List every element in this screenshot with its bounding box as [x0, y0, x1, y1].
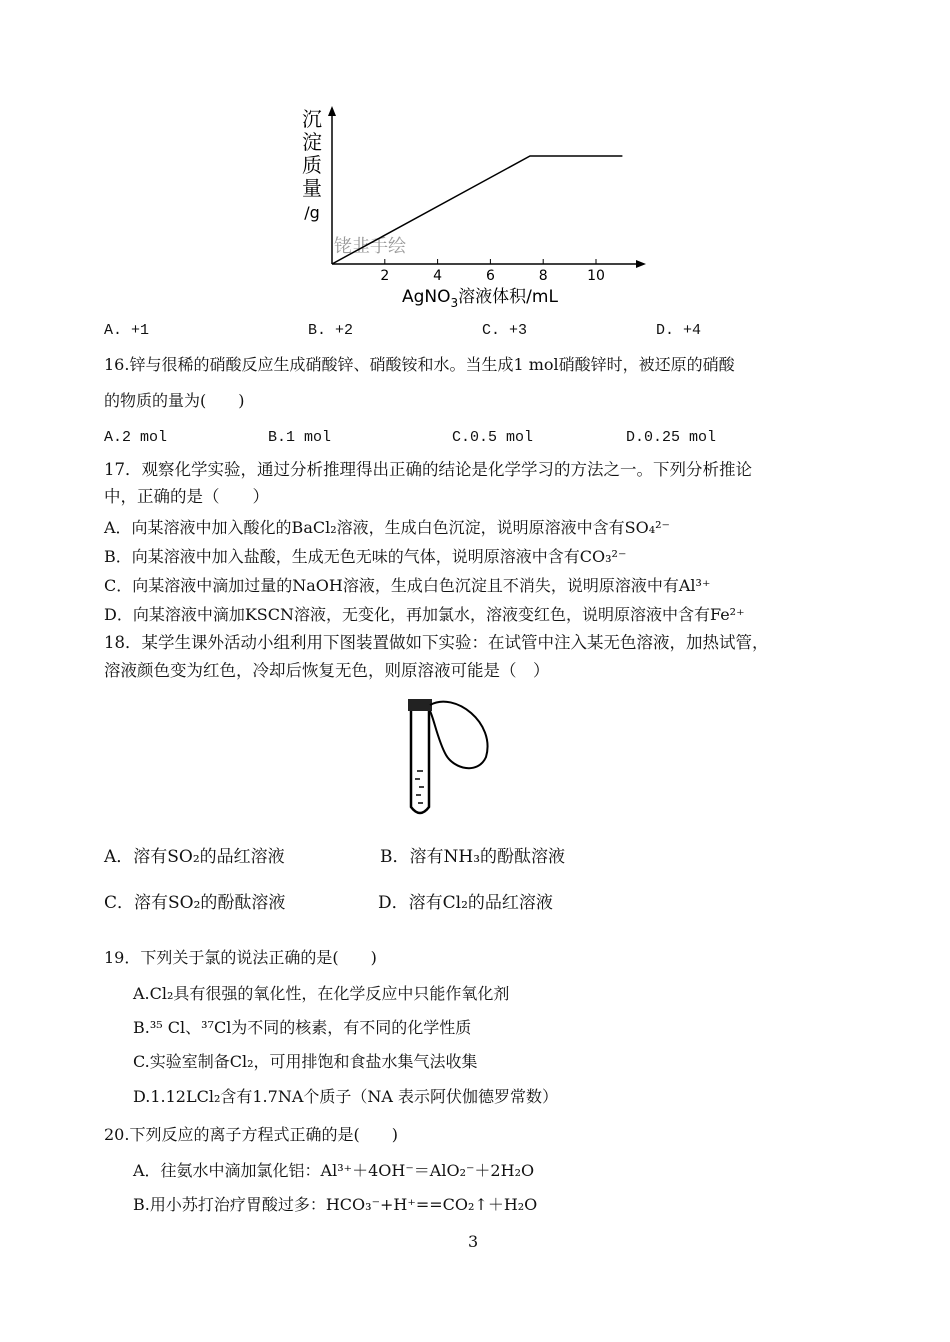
- q15-option-d: D. +4: [656, 322, 702, 339]
- x-tick-label: 6: [485, 268, 495, 284]
- q18-option-c: C．溶有SO₂的酚酞溶液: [104, 893, 286, 913]
- q19-option-a: A.Cl₂具有很强的氧化性，在化学反应中只能作氧化剂: [133, 984, 510, 1003]
- q18-stem-line2: 溶液颜色变为红色，冷却后恢复无色，则原溶液可能是（ ）: [104, 661, 550, 680]
- q16-stem-line1: 16.锌与很稀的硝酸反应生成硝酸锌、硝酸铵和水。当生成1 mol硝酸锌时，被还原的硝酸: [104, 355, 735, 374]
- y-axis-arrow: [328, 106, 336, 116]
- q20-option-a: A．往氨水中滴加氯化铝：Al³⁺＋4OH⁻＝AlO₂⁻＋2H₂O: [133, 1161, 535, 1180]
- q17-option-c: C．向某溶液中滴加过量的NaOH溶液，生成白色沉淀且不消失，说明原溶液中有Al³⁺: [104, 576, 711, 595]
- q19-option-c: C.实验室制备Cl₂，可用排饱和食盐水集气法收集: [133, 1052, 478, 1071]
- x-tick-label: 8: [538, 268, 548, 284]
- x-axis-arrow: [636, 260, 646, 268]
- y-label-char: 质: [302, 153, 322, 177]
- watermark: 铑韭手绘: [334, 236, 406, 257]
- q17-option-d: D．向某溶液中滴加KSCN溶液，无变化，再加氯水，溶液变红色，说明原溶液中含有Fe²⁺: [104, 605, 745, 624]
- y-label-char: 沉: [302, 107, 322, 131]
- q19-stem: 19．下列关于氯的说法正确的是( ): [104, 948, 377, 967]
- q19-option-b: B.³⁵ Cl、³⁷Cl为不同的核素，有不同的化学性质: [133, 1018, 472, 1037]
- y-axis-label: [302, 107, 322, 222]
- y-label-char: /g: [304, 203, 320, 222]
- page-number: 3: [468, 1232, 479, 1251]
- x-label-subscript: 3: [450, 296, 459, 310]
- q19-option-d: D.1.12LCl₂含有1.7NA个质子（NA 表示阿伏伽德罗常数）: [133, 1087, 559, 1106]
- precipitate-mass-chart: [298, 104, 658, 312]
- y-label-char: 量: [302, 176, 322, 200]
- x-tick-label: 10: [587, 268, 605, 284]
- q16-option-b: B.1 mol: [268, 429, 332, 446]
- q20-stem: 20.下列反应的离子方程式正确的是( ): [104, 1125, 398, 1144]
- x-label-part-1: AgNO: [402, 287, 451, 307]
- x-label-part-2: 溶液体积/mL: [458, 287, 558, 307]
- q18-option-b: B．溶有NH₃的酚酞溶液: [380, 847, 566, 867]
- q16-option-d: D.0.25 mol: [626, 429, 717, 446]
- y-label-char: 淀: [302, 130, 322, 154]
- q16-option-c: C.0.5 mol: [452, 429, 534, 446]
- q17-option-b: B．向某溶液中加入盐酸，生成无色无味的气体，说明原溶液中含有CO₃²⁻: [104, 547, 627, 566]
- q18-stem-line1: 18．某学生课外活动小组利用下图装置做如下实验：在试管中注入某无色溶液，加热试管，: [104, 633, 769, 652]
- q15-option-c: C. +3: [482, 322, 528, 339]
- q15-option-a: A. +1: [104, 322, 150, 339]
- x-tick-label: 2: [380, 268, 390, 284]
- q18-option-a: A．溶有SO₂的品红溶液: [104, 847, 285, 867]
- q15-option-b: B. +2: [308, 322, 354, 339]
- x-tick-labels: [380, 259, 605, 284]
- q18-option-d: D．溶有Cl₂的品红溶液: [378, 893, 553, 913]
- x-tick-label: 4: [433, 268, 443, 284]
- test-tube-balloon-figure: [400, 695, 500, 820]
- q16-stem-line2: 的物质的量为( ): [104, 391, 245, 410]
- balloon: [430, 702, 488, 769]
- q16-option-a: A.2 mol: [104, 429, 168, 446]
- q17-option-a: A．向某溶液中加入酸化的BaCl₂溶液，生成白色沉淀，说明原溶液中含有SO₄²⁻: [104, 518, 670, 537]
- q17-stem-line1: 17．观察化学实验，通过分析推理得出正确的结论是化学学习的方法之一。下列分析推论: [104, 460, 752, 479]
- liquid-marks: [415, 771, 424, 803]
- q17-stem-line2: 中，正确的是（ ）: [104, 487, 269, 506]
- stopper: [408, 699, 432, 711]
- x-axis-label: [402, 287, 558, 310]
- q20-option-b: B.用小苏打治疗胃酸过多：HCO₃⁻+H⁺==CO₂↑＋H₂O: [133, 1195, 538, 1214]
- test-tube: [411, 711, 429, 813]
